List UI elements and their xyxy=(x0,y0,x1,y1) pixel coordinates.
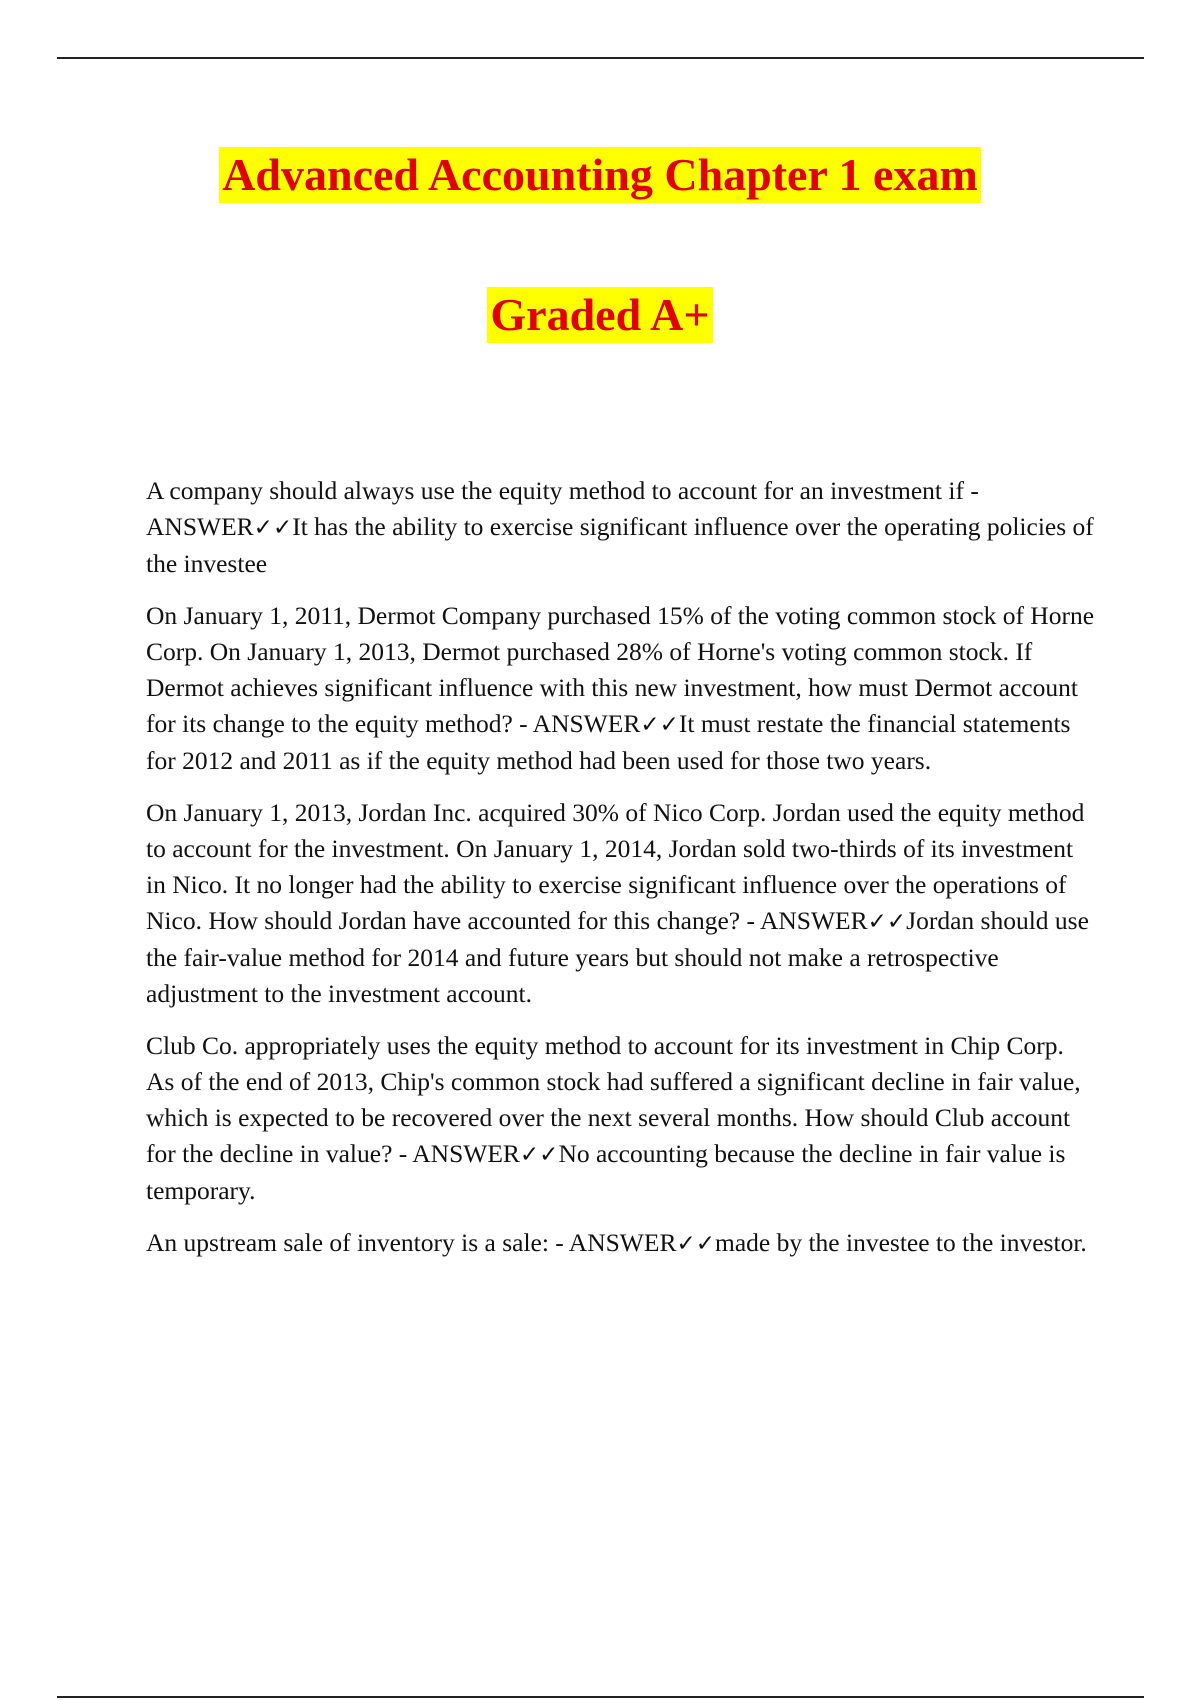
qa-item xyxy=(146,1225,1096,1262)
title-block-1 xyxy=(0,147,1200,203)
answer-text: It has the ability to exercise significant influence over the operating policies of the investee xyxy=(146,512,1094,578)
double-check-icon: ✓✓ xyxy=(676,1231,715,1257)
answer-label: ANSWER xyxy=(146,512,254,541)
question-text: On January 1, 2013, Jordan Inc. acquired 30% of Nico Corp. Jordan used the equity method to account for the investment. On January 1, 2014, Jordan sold two-thirds of its investment in Nico. It no longer had the ability to exercise significant influence over the operations of Nico. How should Jordan have accounted for this change? - xyxy=(146,798,1085,935)
answer-text: made by the investee to the investor. xyxy=(715,1228,1087,1257)
qa-item xyxy=(146,598,1096,779)
qa-item xyxy=(146,795,1096,1012)
answer-label: ANSWER xyxy=(568,1228,677,1257)
answer-label: ANSWER xyxy=(532,709,641,738)
question-text: An upstream sale of inventory is a sale: - xyxy=(146,1228,564,1257)
qa-item xyxy=(146,473,1096,582)
title-block-2 xyxy=(0,287,1200,343)
answer-label: ANSWER xyxy=(412,1139,520,1168)
document-title: Advanced Accounting Chapter 1 exam xyxy=(219,147,981,203)
qa-list xyxy=(146,473,1096,1278)
answer-text: Jordan should use the fair-value method for 2014 and future years but should not make a retrospective adjustment to the investment account. xyxy=(146,906,1089,1008)
double-check-icon: ✓✓ xyxy=(519,1142,559,1168)
answer-text: No accounting because the decline in fair value is temporary. xyxy=(146,1139,1066,1205)
question-text: A company should always use the equity method to account for an investment if - xyxy=(146,476,979,505)
question-text: Club Co. appropriately uses the equity method to account for its investment in Chip Corp. As of the end of 2013, Chip's common stock had suffered a significant decline in fair value, which is expected to be recovered over the next several months. How should Club account for the decline in value? - xyxy=(146,1031,1081,1168)
top-rule xyxy=(57,57,1144,59)
bottom-rule xyxy=(57,1696,1144,1698)
double-check-icon: ✓✓ xyxy=(640,712,679,738)
question-text: On January 1, 2011, Dermot Company purchased 15% of the voting common stock of Horne Corp. On January 1, 2013, Dermot purchased 28% of Horne's voting common stock. If Dermot achieves significant influence with this new investment, how must Dermot account for its change to the equity method? - xyxy=(146,601,1095,738)
document-subtitle: Graded A+ xyxy=(487,287,712,343)
qa-item xyxy=(146,1028,1096,1209)
double-check-icon: ✓✓ xyxy=(253,515,293,541)
double-check-icon: ✓✓ xyxy=(867,909,907,935)
answer-text: It must restate the financial statements for 2012 and 2011 as if the equity method had been used for those two years. xyxy=(146,709,1071,775)
answer-label: ANSWER xyxy=(759,906,868,935)
